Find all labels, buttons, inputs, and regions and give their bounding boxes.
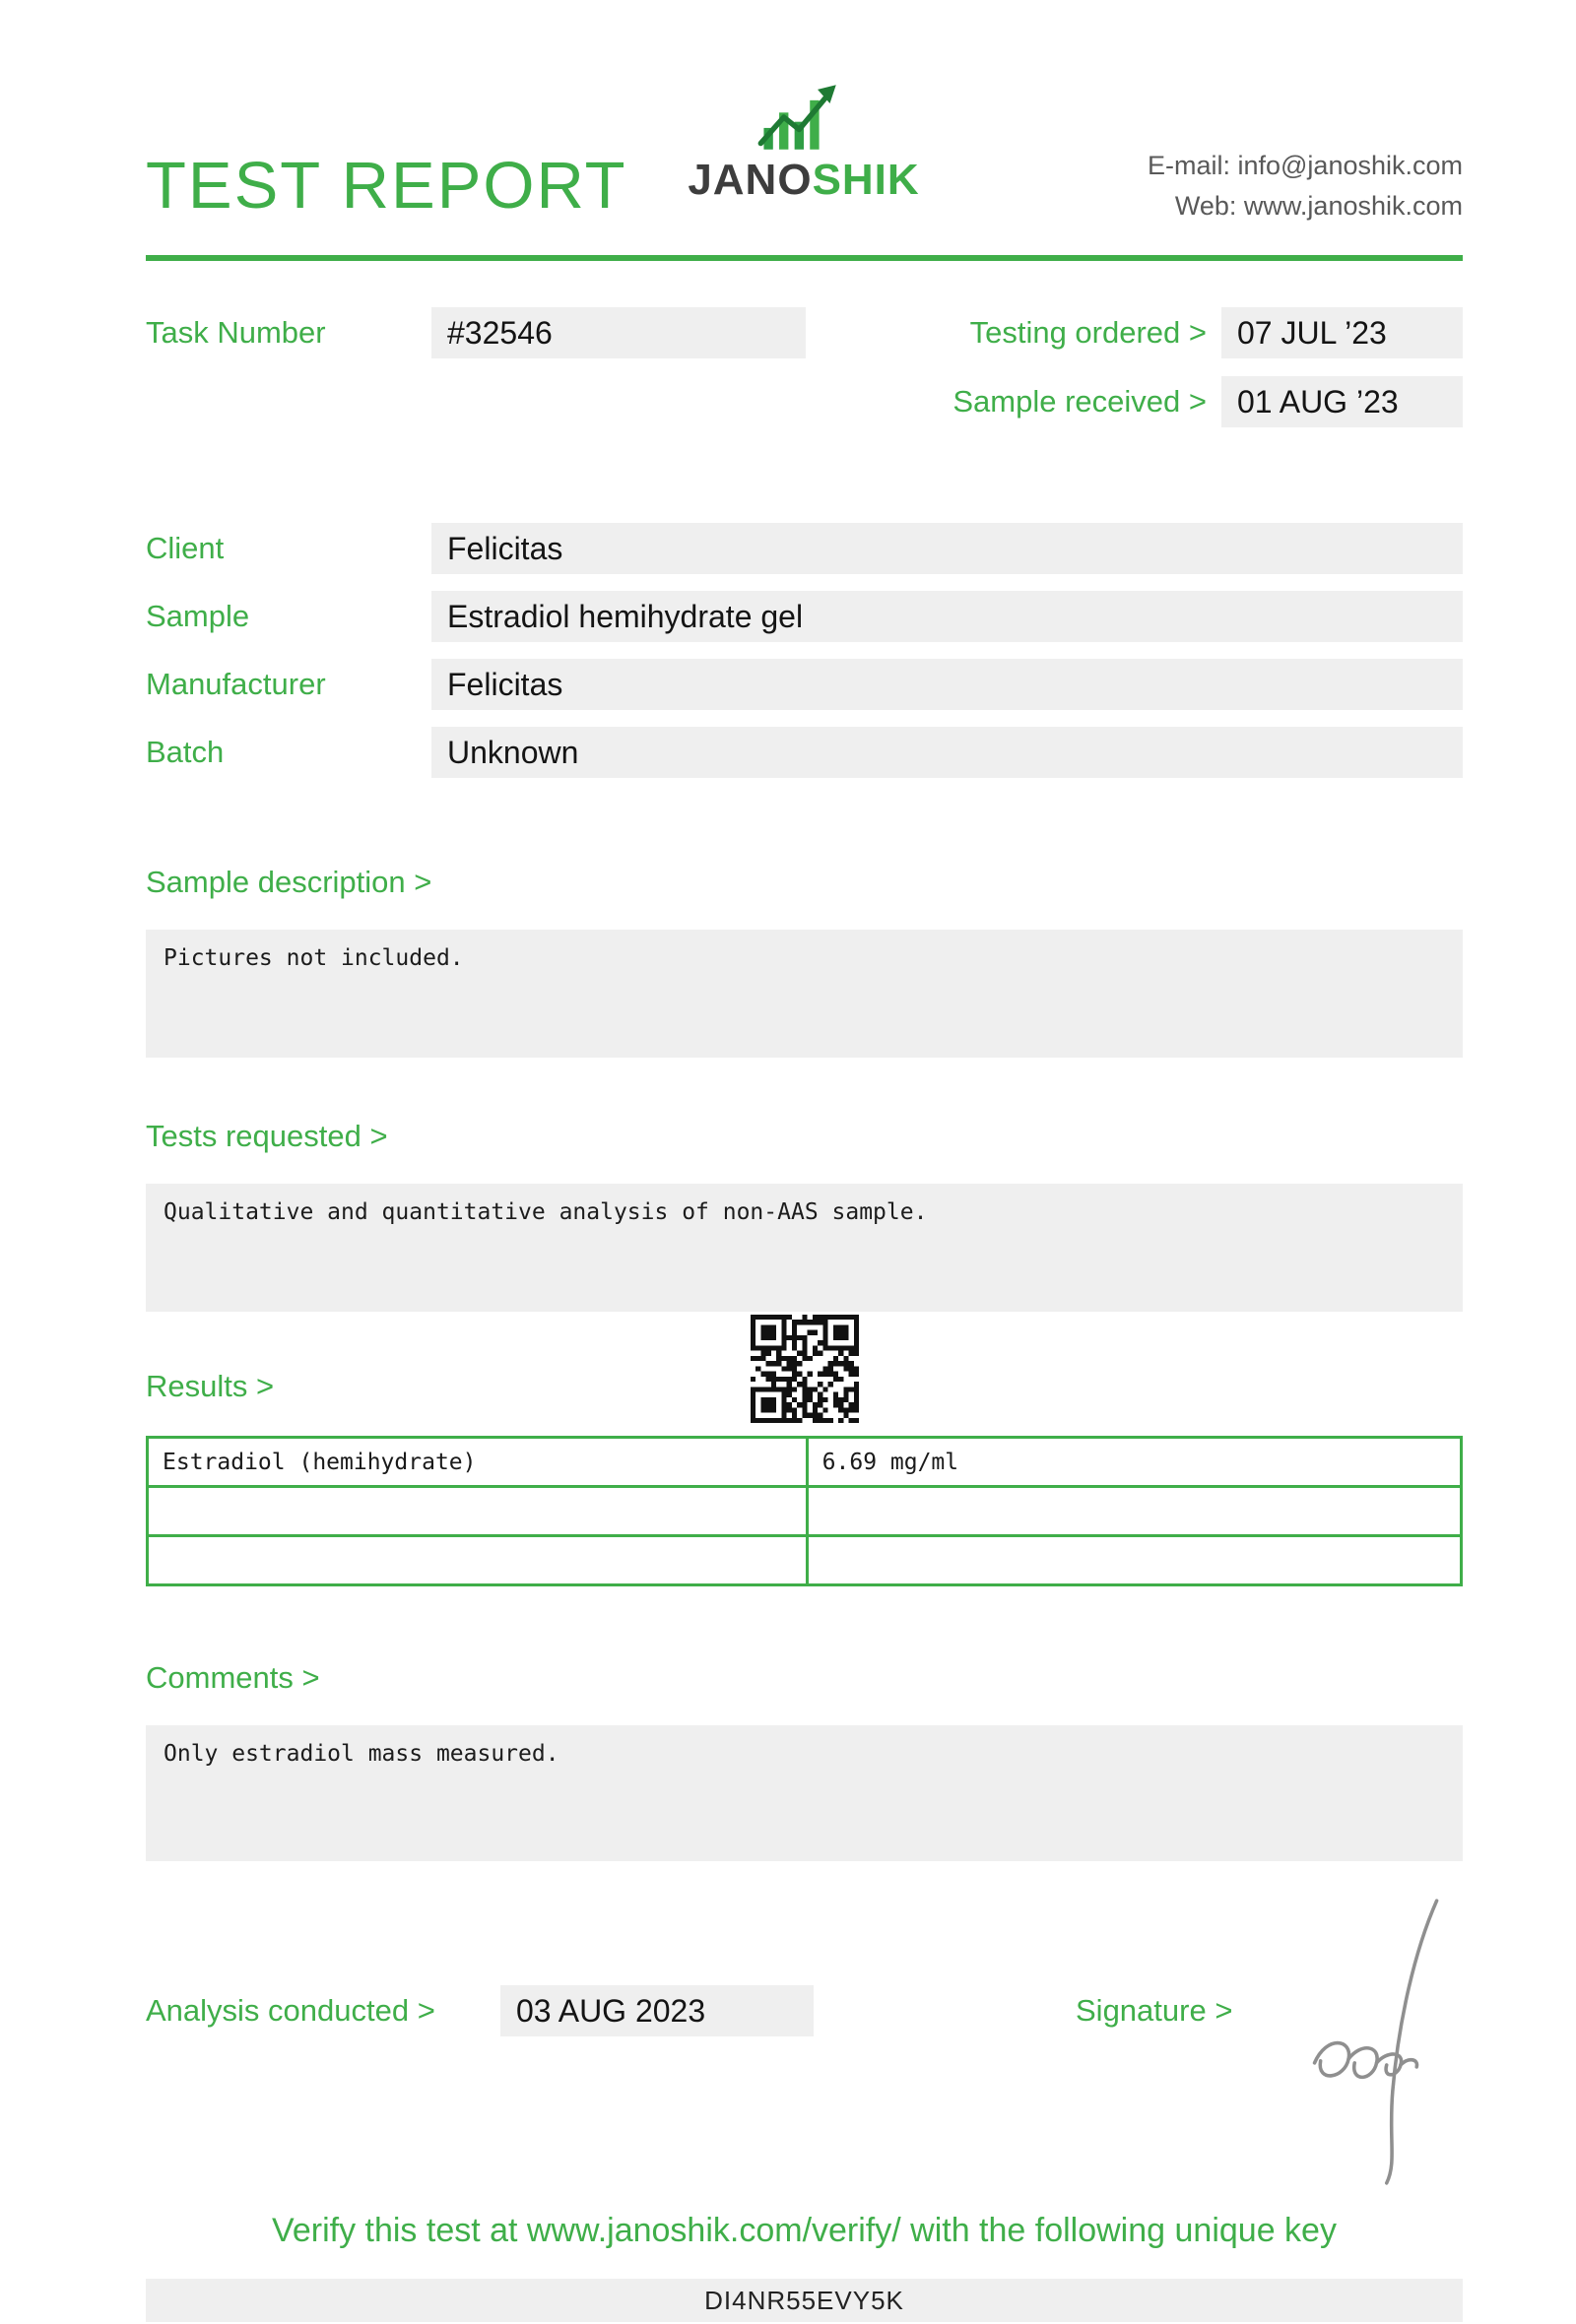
- tests-requested-box: Qualitative and quantitative analysis of non-AAS sample.: [146, 1184, 1463, 1312]
- results-table: [146, 1436, 1463, 1586]
- web-label: Web:: [1174, 191, 1237, 221]
- analysis-conducted-field: 03 AUG 2023: [500, 1985, 814, 2036]
- sample-description-box: Pictures not included.: [146, 930, 1463, 1058]
- email-value: info@janoshik.com: [1237, 151, 1463, 180]
- testing-ordered-field: 07 JUL ’23: [1221, 307, 1463, 358]
- client-value-field: Felicitas: [431, 523, 1463, 574]
- logo-text-jano: JANO: [688, 156, 813, 204]
- batch-value-field: Unknown: [431, 727, 1463, 778]
- result-cell: 6.69 mg/ml: [807, 1438, 1461, 1487]
- logo: [686, 79, 922, 205]
- comments-heading: Comments >: [146, 1660, 320, 1695]
- analyte-cell: [148, 1536, 808, 1585]
- comments-box: Only estradiol mass measured.: [146, 1725, 1463, 1861]
- batch-label: Batch: [146, 735, 225, 769]
- header-divider: [146, 255, 1463, 261]
- contact-info: [1148, 146, 1463, 226]
- sample-value-field: Estradiol hemihydrate gel: [431, 591, 1463, 642]
- logo-text-shik: SHIK: [812, 156, 920, 204]
- signature-label: Signature >: [1076, 1993, 1233, 2028]
- results-heading: Results >: [146, 1369, 275, 1403]
- result-cell: [807, 1487, 1461, 1536]
- task-number-label: Task Number: [146, 315, 326, 350]
- analyte-cell: Estradiol (hemihydrate): [148, 1438, 808, 1487]
- result-row: [148, 1487, 1462, 1536]
- sample-received-label: Sample received >: [952, 384, 1207, 419]
- sample-label: Sample: [146, 599, 250, 633]
- result-cell: [807, 1536, 1461, 1585]
- contact-email-line: [1148, 146, 1463, 186]
- sample-received-field: 01 AUG ’23: [1221, 376, 1463, 427]
- page-title: TEST REPORT: [146, 149, 627, 223]
- result-row: [148, 1536, 1462, 1585]
- email-label: E-mail:: [1147, 151, 1230, 180]
- sample-description-heading: Sample description >: [146, 865, 432, 899]
- web-value: www.janoshik.com: [1243, 191, 1463, 221]
- manufacturer-label: Manufacturer: [146, 667, 326, 701]
- analysis-conducted-label: Analysis conducted >: [146, 1993, 435, 2028]
- manufacturer-value-field: Felicitas: [431, 659, 1463, 710]
- testing-ordered-label: Testing ordered >: [969, 315, 1207, 350]
- logo-text: [686, 156, 922, 205]
- client-label: Client: [146, 531, 225, 565]
- qr-code: [751, 1315, 859, 1423]
- signature-image: [1285, 1891, 1458, 2191]
- verify-text: Verify this test at www.janoshik.com/verify/ with the following unique key: [272, 2212, 1337, 2249]
- contact-web-line: [1148, 186, 1463, 226]
- unique-key-bar: DI4NR55EVY5K: [146, 2279, 1463, 2322]
- bar-chart-logo-icon: [755, 79, 853, 156]
- tests-requested-heading: Tests requested >: [146, 1119, 388, 1153]
- analyte-cell: [148, 1487, 808, 1536]
- task-number-field: #32546: [431, 307, 806, 358]
- result-row: [148, 1438, 1462, 1487]
